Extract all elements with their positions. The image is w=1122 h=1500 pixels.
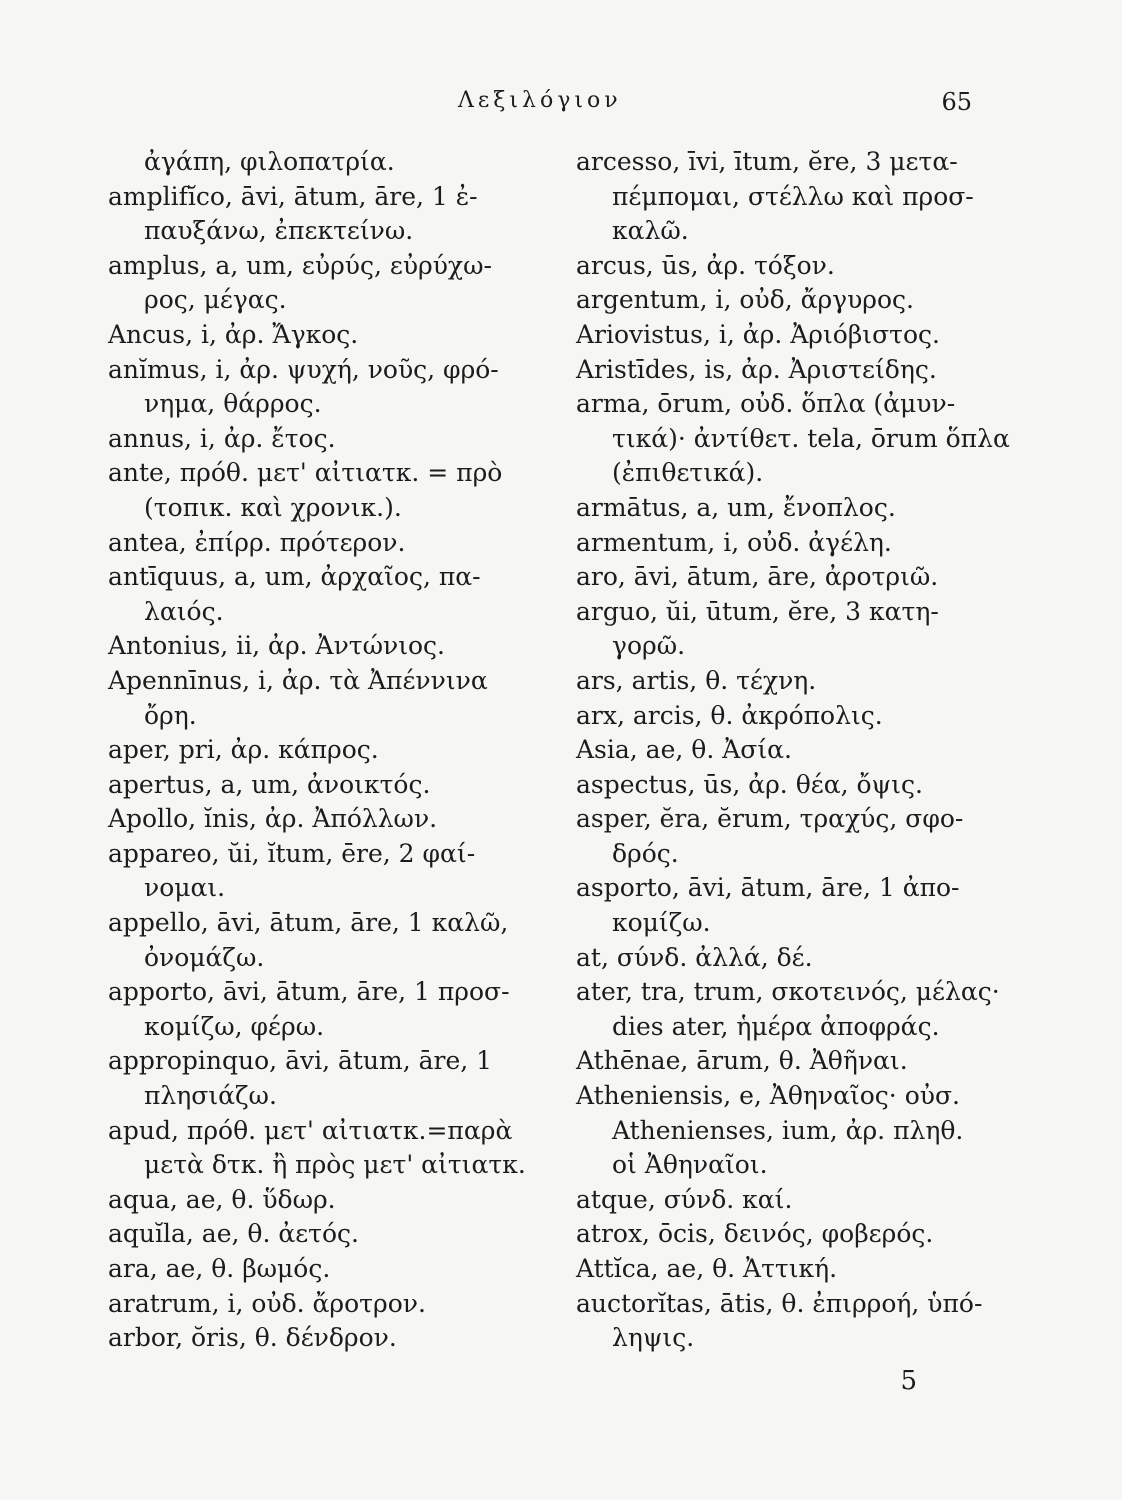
entry-line: ὀνομάζω. — [144, 942, 265, 972]
entry-line: κομίζω, φέρω. — [144, 1011, 325, 1041]
entry-line: aper, pri, ἀρ. κάπρος. — [108, 735, 379, 765]
entry-line: arguo, ŭi, ūtum, ĕre, 3 κατη- — [576, 596, 939, 626]
entry-line: aro, āvi, ātum, āre, ἀροτριῶ. — [576, 562, 939, 592]
entry-line: νημα, θάρρος. — [144, 389, 322, 419]
page-title: Λεξιλόγιον — [458, 88, 622, 113]
entry-line: ρος, μέγας. — [144, 285, 287, 315]
entry-line: argentum, i, οὐδ, ἄργυρος. — [576, 285, 915, 315]
entry-line: οἱ Ἀθηναῖοι. — [612, 1150, 768, 1180]
entry-line: arbor, ŏris, θ. δένδρον. — [108, 1323, 397, 1353]
entry-line: asper, ĕra, ĕrum, τραχύς, σφο- — [576, 804, 964, 834]
entry-line: arma, ōrum, οὐδ. ὅπλα (ἀμυν- — [576, 389, 956, 419]
entry-line: atque, σύνδ. καί. — [576, 1184, 793, 1214]
entry-line: appareo, ŭi, ĭtum, ēre, 2 φαί- — [108, 838, 476, 868]
entry-line: Asia, ae, θ. Ἀσία. — [576, 735, 792, 765]
entry-line: amplus, a, um, εὐρύς, εὐρύχω- — [108, 250, 492, 280]
entry-line: antea, ἐπίρρ. πρότερον. — [108, 527, 406, 557]
entry-line: Antonius, ii, ἀρ. Ἀντώνιος. — [108, 631, 445, 661]
entry-line: apporto, āvi, ātum, āre, 1 προσ- — [108, 977, 510, 1007]
entry-line: ara, ae, θ. βωμός. — [108, 1254, 331, 1283]
entry-line: aqua, ae, θ. ὕδωρ. — [108, 1184, 336, 1214]
entry-line: καλῶ. — [612, 216, 689, 246]
entry-line: μετὰ δτκ. ἢ πρὸς μετ' αἰτιατκ. — [144, 1150, 526, 1180]
entry-line: τικά)· ἀντίθετ. tela, ōrum ὅπλα — [612, 423, 1010, 453]
entry-line: aratrum, i, οὐδ. ἄροτρον. — [108, 1288, 426, 1318]
right-column — [576, 145, 1010, 1356]
entry-line: arx, arcis, θ. ἀκρόπολις. — [576, 700, 883, 730]
entry-line: annus, i, ἀρ. ἔτος. — [108, 423, 336, 453]
entry-line: (τοπικ. καὶ χρονικ.). — [144, 492, 402, 522]
entry-line: Athēnae, ārum, θ. Ἀθῆναι. — [576, 1046, 908, 1076]
entry-line: at, σύνδ. ἀλλά, δέ. — [576, 942, 813, 972]
entry-line: Aristīdes, is, ἀρ. Ἀριστείδης. — [576, 354, 937, 384]
entry-line: ante, πρόθ. μετ' αἰτιατκ. = πρὸ — [108, 458, 503, 488]
entry-line: asporto, āvi, ātum, āre, 1 ἀπο- — [576, 873, 960, 903]
entry-line: dies ater, ἡμέρα ἀποφράς. — [612, 1011, 940, 1041]
entry-line: Apennīnus, i, ἀρ. τὰ Ἀπέννινα — [108, 665, 488, 695]
entry-line: Apollo, ĭnis, ἀρ. Ἀπόλλων. — [108, 804, 438, 834]
entry-line: apud, πρόθ. μετ' αἰτιατκ.=παρὰ — [108, 1115, 513, 1145]
entry-line: apertus, a, um, ἀνοικτός. — [108, 769, 431, 799]
entry-line: λαιός. — [144, 596, 224, 626]
entry-line: ὄρη. — [144, 700, 197, 730]
entry-line: γορῶ. — [612, 631, 686, 661]
entry-line: appropinquo, āvi, ātum, āre, 1 — [108, 1046, 493, 1076]
entry-line: δρός. — [612, 838, 679, 868]
entry-line: ater, tra, trum, σκοτεινός, μέλας· — [576, 977, 1000, 1007]
entry-line: armātus, a, um, ἔνοπλος. — [576, 492, 896, 522]
entry-line: armentum, i, οὐδ. ἀγέλη. — [576, 527, 892, 557]
entry-line: atrox, ōcis, δεινός, φοβερός. — [576, 1219, 934, 1249]
entry-line: auctorĭtas, ātis, θ. ἐπιρροή, ὑπό- — [576, 1288, 983, 1318]
entry-line: aspectus, ūs, ἀρ. θέα, ὄψις. — [576, 769, 923, 799]
entry-line: arcesso, īvi, ītum, ĕre, 3 μετα- — [576, 147, 958, 176]
entry-line: πλησιάζω. — [144, 1081, 277, 1111]
entry-line: Attĭca, ae, θ. Ἀττική. — [576, 1254, 838, 1283]
entry-line: κομίζω. — [612, 908, 711, 938]
left-column — [108, 145, 548, 1356]
entry-line: aquĭla, ae, θ. ἀετός. — [108, 1219, 360, 1249]
entry-line: arcus, ūs, ἀρ. τόξον. — [576, 250, 835, 280]
entry-line: amplifĭco, āvi, ātum, āre, 1 ἐ- — [108, 181, 478, 211]
entry-line: νομαι. — [144, 873, 226, 903]
entry-line: ληψις. — [612, 1323, 695, 1353]
entry-line: Atheniensis, e, Ἀθηναῖος· οὐσ. — [576, 1081, 960, 1111]
entry-line: antīquus, a, um, ἀρχαῖος, πα- — [108, 562, 481, 592]
entry-line: παυξάνω, ἐπεκτείνω. — [144, 216, 414, 246]
page-number: 65 — [941, 88, 972, 116]
entry-line: Athenienses, ium, ἀρ. πληθ. — [612, 1115, 964, 1145]
entry-line: Ancus, i, ἀρ. Ἄγκος. — [108, 319, 359, 349]
entry-line: (ἐπιθετικά). — [612, 458, 764, 488]
entry-line: ἀγάπη, φιλοπατρία. — [144, 147, 395, 176]
entry-line: πέμπομαι, στέλλω καὶ προσ- — [612, 181, 974, 211]
entry-line: Ariovistus, i, ἀρ. Ἀριόβιστος. — [576, 319, 940, 349]
entry-line: anĭmus, i, ἀρ. ψυχή, νοῦς, φρό- — [108, 354, 499, 384]
signature-mark: 5 — [900, 1366, 917, 1396]
entry-line: ars, artis, θ. τέχνη. — [576, 665, 817, 695]
entry-line: appello, āvi, ātum, āre, 1 καλῶ, — [108, 908, 509, 938]
